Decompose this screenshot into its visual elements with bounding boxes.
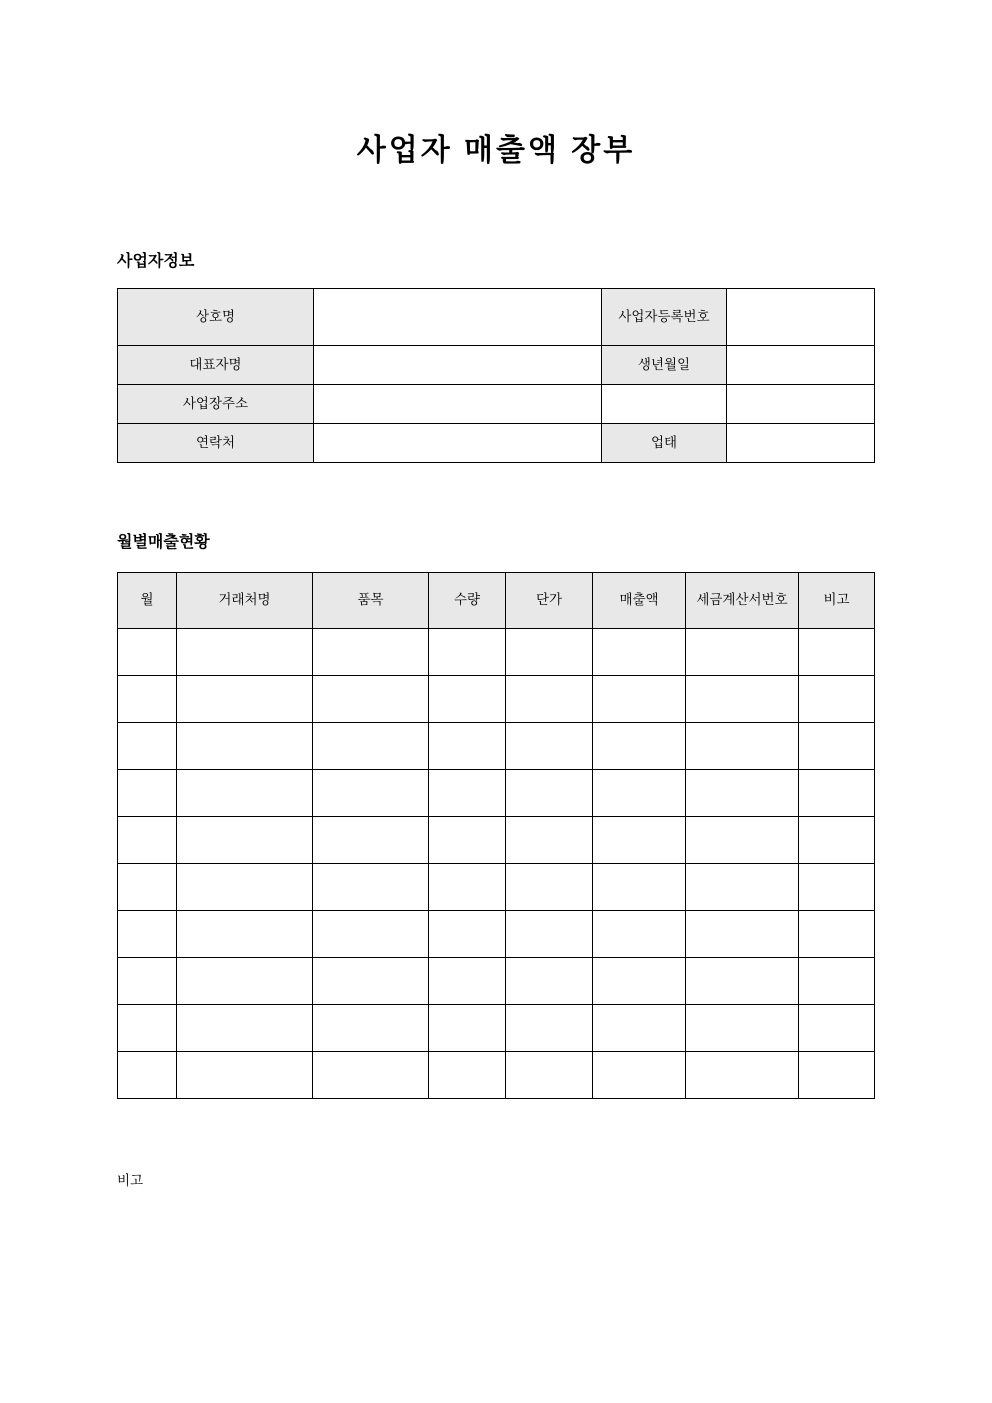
table-row bbox=[118, 817, 875, 864]
field-value-empty[interactable] bbox=[727, 385, 875, 424]
table-row bbox=[118, 289, 875, 346]
table-cell[interactable] bbox=[686, 1005, 799, 1052]
table-cell[interactable] bbox=[593, 864, 686, 911]
table-cell[interactable] bbox=[177, 770, 313, 817]
table-cell[interactable] bbox=[313, 911, 429, 958]
table-cell[interactable] bbox=[313, 676, 429, 723]
table-cell[interactable] bbox=[313, 1005, 429, 1052]
table-cell[interactable] bbox=[313, 629, 429, 676]
table-cell[interactable] bbox=[799, 864, 875, 911]
table-cell[interactable] bbox=[799, 676, 875, 723]
table-cell[interactable] bbox=[118, 864, 177, 911]
table-cell[interactable] bbox=[799, 1005, 875, 1052]
table-cell[interactable] bbox=[177, 1052, 313, 1099]
section-heading-monthly-sales: 월별매출현황 bbox=[117, 534, 210, 551]
table-cell[interactable] bbox=[313, 723, 429, 770]
field-value-registration-number[interactable] bbox=[727, 289, 875, 346]
field-label-registration-number: 사업자등록번호 bbox=[602, 289, 727, 346]
table-row bbox=[118, 676, 875, 723]
table-cell[interactable] bbox=[593, 958, 686, 1005]
table-cell[interactable] bbox=[506, 817, 593, 864]
field-label-company-name: 상호명 bbox=[118, 289, 314, 346]
table-row bbox=[118, 629, 875, 676]
table-cell[interactable] bbox=[177, 911, 313, 958]
table-cell[interactable] bbox=[799, 629, 875, 676]
table-cell[interactable] bbox=[593, 770, 686, 817]
column-header-remarks: 비고 bbox=[799, 573, 875, 629]
field-label-empty bbox=[602, 385, 727, 424]
table-cell[interactable] bbox=[686, 676, 799, 723]
table-cell[interactable] bbox=[593, 817, 686, 864]
table-cell[interactable] bbox=[313, 864, 429, 911]
field-label-birth-date: 생년월일 bbox=[602, 346, 727, 385]
table-row bbox=[118, 385, 875, 424]
table-cell[interactable] bbox=[799, 817, 875, 864]
table-cell[interactable] bbox=[313, 770, 429, 817]
table-cell[interactable] bbox=[429, 770, 506, 817]
page-title: 사업자 매출액 장부 bbox=[356, 134, 636, 167]
table-cell[interactable] bbox=[118, 676, 177, 723]
column-header-quantity: 수량 bbox=[429, 573, 506, 629]
column-header-tax-invoice-number: 세금계산서번호 bbox=[686, 573, 799, 629]
table-cell[interactable] bbox=[429, 958, 506, 1005]
table-cell[interactable] bbox=[177, 864, 313, 911]
footer-remarks-label: 비고 bbox=[117, 1173, 144, 1188]
table-cell[interactable] bbox=[686, 723, 799, 770]
table-cell[interactable] bbox=[177, 817, 313, 864]
table-cell[interactable] bbox=[118, 629, 177, 676]
field-value-birth-date[interactable] bbox=[727, 346, 875, 385]
table-cell[interactable] bbox=[177, 629, 313, 676]
table-row bbox=[118, 424, 875, 463]
field-label-contact: 연락처 bbox=[118, 424, 314, 463]
table-cell[interactable] bbox=[506, 629, 593, 676]
table-cell[interactable] bbox=[177, 958, 313, 1005]
table-cell[interactable] bbox=[118, 1005, 177, 1052]
table-cell[interactable] bbox=[313, 958, 429, 1005]
table-cell[interactable] bbox=[429, 1052, 506, 1099]
field-label-business-type: 업태 bbox=[602, 424, 727, 463]
field-value-company-name[interactable] bbox=[314, 289, 602, 346]
table-cell[interactable] bbox=[686, 911, 799, 958]
table-cell[interactable] bbox=[593, 629, 686, 676]
table-cell[interactable] bbox=[118, 770, 177, 817]
field-value-business-type[interactable] bbox=[727, 424, 875, 463]
table-cell[interactable] bbox=[593, 1005, 686, 1052]
business-info-table bbox=[117, 288, 875, 463]
table-cell[interactable] bbox=[593, 676, 686, 723]
field-label-business-address: 사업장주소 bbox=[118, 385, 314, 424]
table-cell[interactable] bbox=[686, 817, 799, 864]
table-row bbox=[118, 958, 875, 1005]
column-header-client-name: 거래처명 bbox=[177, 573, 313, 629]
table-cell[interactable] bbox=[118, 911, 177, 958]
column-header-month: 월 bbox=[118, 573, 177, 629]
table-cell[interactable] bbox=[118, 958, 177, 1005]
table-cell[interactable] bbox=[506, 911, 593, 958]
table-row bbox=[118, 723, 875, 770]
table-header-row bbox=[118, 573, 875, 629]
table-cell[interactable] bbox=[799, 911, 875, 958]
table-cell[interactable] bbox=[429, 911, 506, 958]
section-heading-business-info: 사업자정보 bbox=[117, 253, 195, 270]
table-row bbox=[118, 864, 875, 911]
table-cell[interactable] bbox=[177, 1005, 313, 1052]
table-cell[interactable] bbox=[799, 958, 875, 1005]
field-value-representative-name[interactable] bbox=[314, 346, 602, 385]
table-cell[interactable] bbox=[593, 911, 686, 958]
table-cell[interactable] bbox=[313, 1052, 429, 1099]
table-row bbox=[118, 1005, 875, 1052]
table-cell[interactable] bbox=[686, 958, 799, 1005]
field-value-contact[interactable] bbox=[314, 424, 602, 463]
monthly-sales-header bbox=[118, 573, 875, 629]
table-cell[interactable] bbox=[799, 770, 875, 817]
table-cell[interactable] bbox=[118, 723, 177, 770]
monthly-sales-table bbox=[117, 572, 875, 1099]
table-cell[interactable] bbox=[429, 864, 506, 911]
table-cell[interactable] bbox=[593, 723, 686, 770]
table-cell[interactable] bbox=[429, 723, 506, 770]
column-header-item: 품목 bbox=[313, 573, 429, 629]
table-row bbox=[118, 770, 875, 817]
table-row bbox=[118, 346, 875, 385]
column-header-unit-price: 단가 bbox=[506, 573, 593, 629]
table-cell[interactable] bbox=[799, 1052, 875, 1099]
table-cell[interactable] bbox=[686, 770, 799, 817]
table-cell[interactable] bbox=[506, 864, 593, 911]
business-info-body bbox=[118, 289, 875, 463]
table-cell[interactable] bbox=[506, 770, 593, 817]
table-cell[interactable] bbox=[799, 723, 875, 770]
monthly-sales-body bbox=[118, 629, 875, 1099]
table-cell[interactable] bbox=[686, 864, 799, 911]
table-cell[interactable] bbox=[118, 1052, 177, 1099]
field-value-business-address[interactable] bbox=[314, 385, 602, 424]
table-cell[interactable] bbox=[313, 817, 429, 864]
table-cell[interactable] bbox=[429, 817, 506, 864]
table-cell[interactable] bbox=[506, 958, 593, 1005]
table-cell[interactable] bbox=[593, 1052, 686, 1099]
table-cell[interactable] bbox=[686, 1052, 799, 1099]
table-cell[interactable] bbox=[429, 629, 506, 676]
column-header-sales-amount: 매출액 bbox=[593, 573, 686, 629]
table-cell[interactable] bbox=[506, 1005, 593, 1052]
field-label-representative-name: 대표자명 bbox=[118, 346, 314, 385]
table-cell[interactable] bbox=[429, 1005, 506, 1052]
table-cell[interactable] bbox=[429, 676, 506, 723]
table-cell[interactable] bbox=[506, 676, 593, 723]
table-cell[interactable] bbox=[506, 723, 593, 770]
table-row bbox=[118, 911, 875, 958]
table-row bbox=[118, 1052, 875, 1099]
table-cell[interactable] bbox=[118, 817, 177, 864]
table-cell[interactable] bbox=[177, 676, 313, 723]
table-cell[interactable] bbox=[506, 1052, 593, 1099]
table-cell[interactable] bbox=[686, 629, 799, 676]
table-cell[interactable] bbox=[177, 723, 313, 770]
